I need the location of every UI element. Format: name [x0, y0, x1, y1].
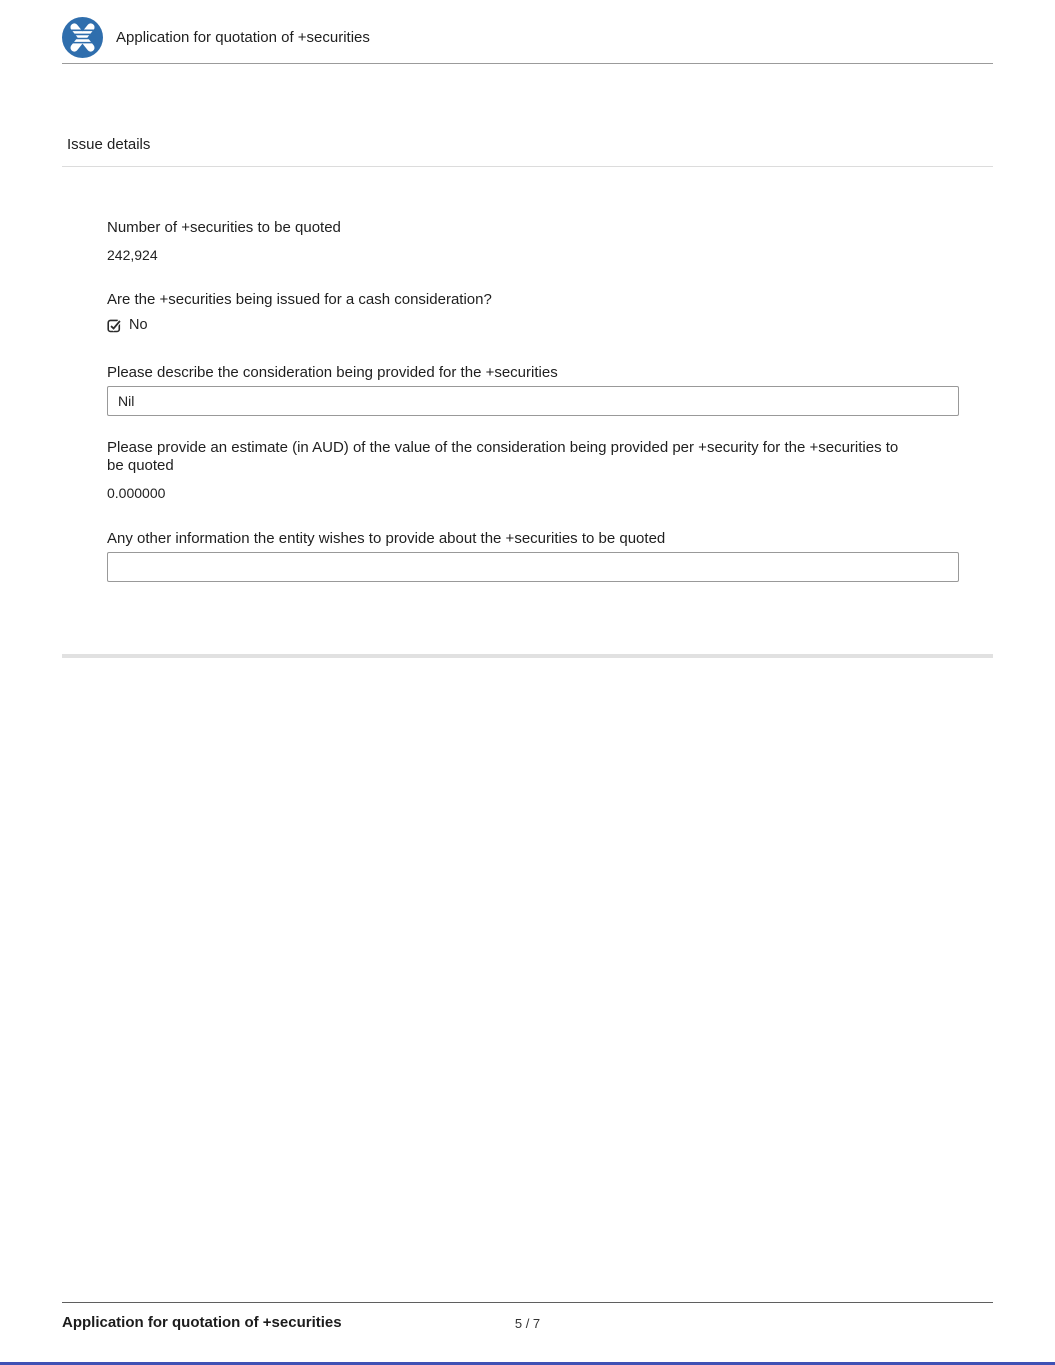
- other-information-input[interactable]: [107, 552, 959, 582]
- footer-row: [62, 1303, 993, 1332]
- header-title: Application for quotation of +securities: [116, 29, 370, 46]
- cash-consideration-value: No: [129, 317, 148, 333]
- application-form-page: [0, 0, 1055, 582]
- header-divider: [62, 63, 993, 64]
- field-other-information: [107, 530, 993, 582]
- other-information-label: Any other information the entity wishes to provide about the +securities to be quoted: [107, 530, 666, 547]
- form-fields: [107, 219, 993, 582]
- section-title: Issue details: [67, 136, 151, 153]
- section-end-divider: [62, 654, 993, 658]
- field-number-quoted: [107, 219, 993, 264]
- asx-logo-icon: [62, 17, 103, 58]
- section-header: [62, 136, 993, 167]
- page-indicator: 5 / 7: [514, 1316, 541, 1331]
- field-cash-consideration: [107, 291, 993, 334]
- estimate-per-security-value: 0.000000: [107, 485, 166, 501]
- cash-consideration-answer: [107, 316, 993, 334]
- cash-consideration-label: Are the +securities being issued for a cash consideration?: [107, 291, 492, 308]
- consideration-description-label: Please describe the consideration being provided for the +securities: [107, 364, 558, 381]
- number-quoted-label: Number of +securities to be quoted: [107, 219, 341, 236]
- page-header: [62, 0, 993, 63]
- footer-title: Application for quotation of +securities: [62, 1314, 342, 1331]
- consideration-description-input[interactable]: [107, 386, 959, 416]
- page-footer: [62, 1302, 993, 1332]
- estimate-per-security-label: Please provide an estimate (in AUD) of the value of the consideration being provided per +security for the +securities to be quoted: [107, 439, 899, 474]
- field-consideration-description: [107, 364, 993, 416]
- number-quoted-value: 242,924: [107, 247, 158, 263]
- checked-checkbox-icon[interactable]: [107, 318, 122, 333]
- field-estimate-per-security: [107, 439, 993, 502]
